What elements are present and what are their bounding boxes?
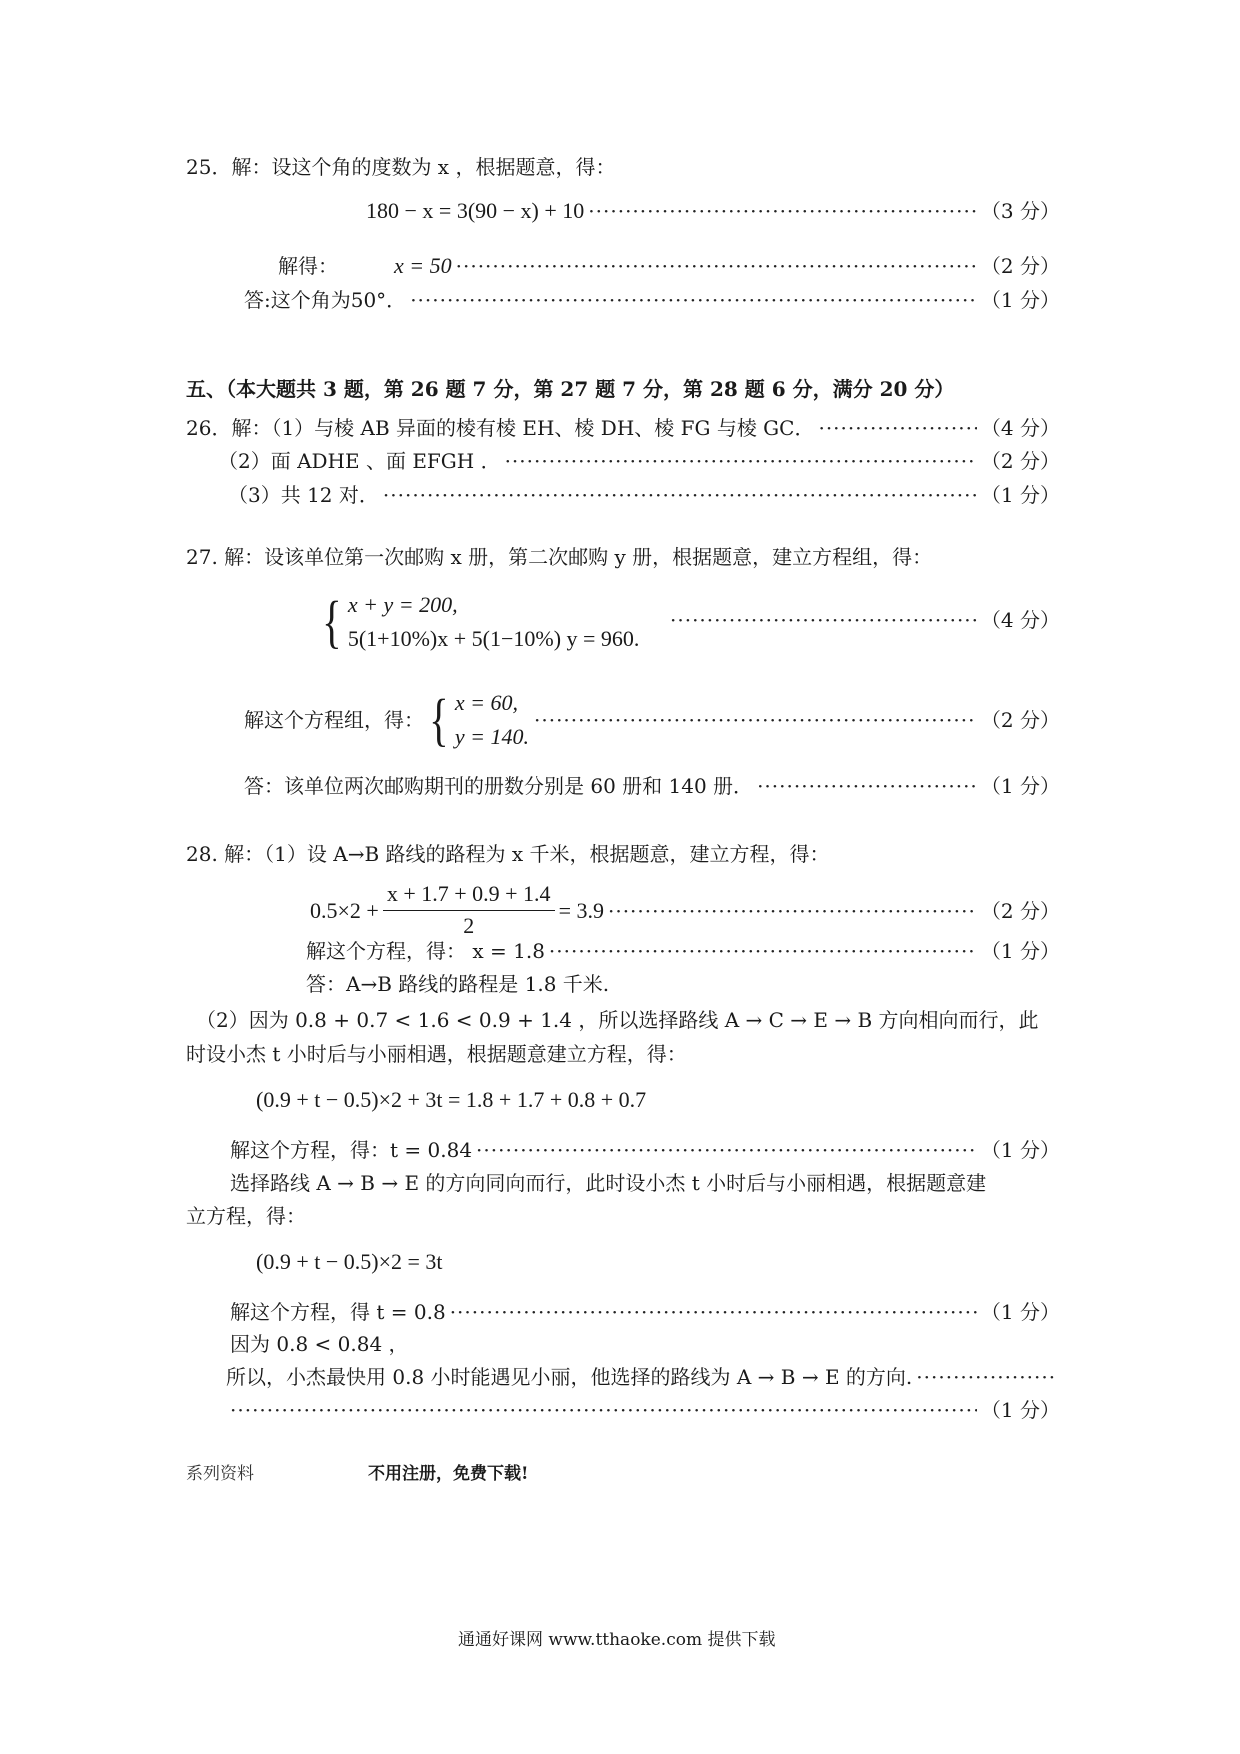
q26-line3: （3）共 12 对．: [228, 483, 379, 507]
q28-conclusion-points: （1 分）: [980, 1398, 1060, 1422]
q27-solution-line2: y = 140.: [454, 724, 529, 749]
series-label: 系列资料: [186, 1464, 254, 1484]
q27-solution-line1: x = 60,: [454, 690, 518, 715]
brace-icon: {: [429, 687, 449, 752]
q28-because: 因为 0.8 < 0.84 ，: [230, 1332, 409, 1356]
leader-dots: [230, 1396, 977, 1424]
q28-route2-line2: 立方程，得：: [186, 1204, 306, 1228]
q28-equation-points: （2 分）: [980, 898, 1060, 923]
leader-dots: [456, 252, 977, 280]
q27-solution-points-row: [530, 706, 1060, 734]
q27-solve-label: 解这个方程组，得：: [244, 708, 424, 732]
q26-line3-row: [228, 481, 1060, 509]
q28-equation3: (0.9 + t − 0.5)×2 = 3t: [256, 1249, 443, 1274]
q27-system-points: （4 分）: [980, 608, 1060, 632]
q25-solve-label: 解得：: [278, 254, 338, 278]
leader-dots: [818, 414, 976, 442]
q28-part2-line2: 时设小杰 t 小时后与小丽相遇，根据题意建立方程，得：: [186, 1042, 687, 1066]
leader-dots: [608, 897, 977, 925]
q28-equation-row: [310, 880, 1060, 941]
q27-system-points-row: [666, 606, 1060, 634]
q28-solve2: 解这个方程，得：t = 0.84: [230, 1138, 473, 1162]
q26-line1-points: （4 分）: [980, 416, 1060, 440]
q26-line2: （2）面 ADHE 、面 EFGH ．: [218, 449, 501, 473]
q27-solution: [425, 686, 529, 754]
leader-dots: [505, 447, 977, 475]
leader-dots: [476, 1136, 977, 1164]
leader-dots: [534, 706, 977, 734]
leader-dots: [383, 481, 977, 509]
q28-eq-left: 0.5×2 +: [310, 897, 379, 923]
q25-solve-equation: x = 50: [394, 253, 452, 278]
q27-system: [318, 588, 639, 656]
q25-answer: 答:这个角为50°．: [244, 288, 407, 312]
q28-equation2: (0.9 + t − 0.5)×2 + 3t = 1.8 + 1.7 + 0.8 + 0.7: [256, 1087, 647, 1112]
q28-solve3-row: [230, 1298, 1060, 1326]
brace-icon: {: [322, 589, 342, 654]
q28-answer1: 答：A→B 路线的路程是 1.8 千米.: [306, 972, 610, 996]
q28-route2-line1: 选择路线 A → B → E 的方向同向而行，此时设小杰 t 小时后与小丽相遇，根据题意建: [230, 1171, 987, 1195]
section-heading: 五、（本大题共 3 题，第 26 题 7 分，第 27 题 7 分，第 28 题 6 分，满分 20 分）: [186, 377, 955, 401]
q25-answer-row: [244, 286, 1060, 314]
q28-conclusion: 所以，小杰最快用 0.8 小时能遇见小丽，他选择的路线为 A → B → E 的方向.: [226, 1365, 913, 1389]
q28-part2-line1: （2）因为 0.8 + 0.7 < 1.6 < 0.9 + 1.4 ，所以选择路线 A → C → E → B 方向相向而行，此: [196, 1008, 1039, 1032]
q26-line1-row: [186, 414, 1060, 442]
q25-solve-points: （2 分）: [980, 254, 1060, 278]
q28-solve1: 解这个方程，得： x = 1.8: [306, 939, 545, 963]
q28-fraction: [383, 880, 555, 941]
q28-solve1-points: （1 分）: [980, 939, 1060, 963]
q25-equation: 180 − x = 3(90 − x) + 10: [366, 198, 585, 223]
leader-dots: [757, 772, 977, 800]
q28-intro: 28. 解：（1）设 A→B 路线的路程为 x 千米，根据题意，建立方程，得：: [186, 842, 830, 866]
leader-dots: [670, 606, 977, 634]
q27-system-line1: x + y = 200,: [347, 592, 458, 617]
q27-system-line2: 5(1+10%)x + 5(1−10%) y = 960.: [347, 626, 640, 651]
leader-dots: [549, 937, 977, 965]
q28-conclusion-points-row: [226, 1396, 1060, 1424]
q27-answer-row: [244, 772, 1060, 800]
leader-dots: [410, 286, 977, 314]
q28-fraction-numerator: x + 1.7 + 0.9 + 1.4: [383, 880, 555, 911]
q27-intro: 27. 解：设该单位第一次邮购 x 册，第二次邮购 y 册，根据题意，建立方程组，得：: [186, 545, 933, 569]
q28-solve1-row: [306, 937, 1060, 965]
q28-fraction-denominator: 2: [463, 913, 475, 938]
q28-solve3-points: （1 分）: [980, 1300, 1060, 1324]
leader-dots: [588, 197, 977, 225]
free-download-slogan: 不用注册，免费下载!: [368, 1464, 529, 1484]
q28-conclusion-row: [226, 1363, 1060, 1391]
q25-answer-points: （1 分）: [980, 288, 1060, 312]
q28-solve2-points: （1 分）: [980, 1138, 1060, 1162]
leader-dots: [916, 1363, 1056, 1391]
q26-line2-points: （2 分）: [980, 449, 1060, 473]
leader-dots: [450, 1298, 977, 1326]
q26-line1: 26．解：（1）与棱 AB 异面的棱有棱 EH、棱 DH、棱 FG 与棱 GC．: [186, 416, 815, 440]
q25-solve-row: [278, 252, 1060, 280]
q28-eq-right: = 3.9: [558, 897, 604, 923]
q28-solve2-row: [230, 1136, 1060, 1164]
q25-equation-row: [366, 197, 1060, 225]
q25-intro: 25．解：设这个角的度数为 x ，根据题意，得：: [186, 155, 616, 179]
q27-solution-points: （2 分）: [980, 708, 1060, 732]
q25-equation-points: （3 分）: [980, 199, 1060, 223]
q26-line3-points: （1 分）: [980, 483, 1060, 507]
q26-line2-row: [218, 447, 1060, 475]
q28-solve3: 解这个方程，得 t = 0.8: [230, 1300, 446, 1324]
bottom-footer: 通通好课网 www.tthaoke.com 提供下载: [458, 1630, 776, 1650]
q27-answer-points: （1 分）: [980, 774, 1060, 798]
q27-answer: 答：该单位两次邮购期刊的册数分别是 60 册和 140 册．: [244, 774, 754, 798]
